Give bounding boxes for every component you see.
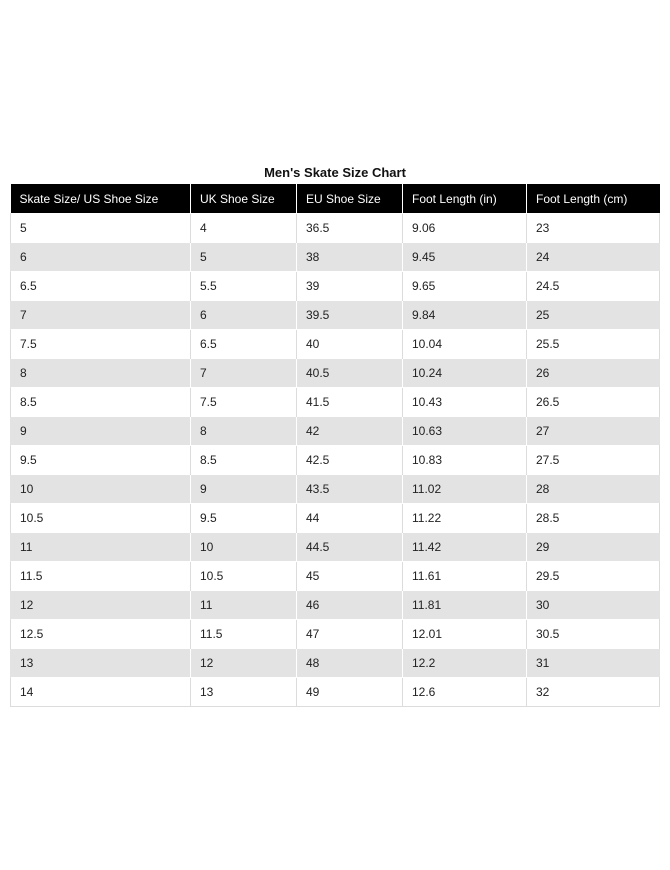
cell-foot-length-cm: 27.5 — [527, 446, 660, 475]
cell-foot-length-in: 11.61 — [403, 562, 527, 591]
table-row — [11, 272, 660, 301]
cell-skate-size: 12.5 — [11, 620, 191, 649]
table-row — [11, 562, 660, 591]
cell-uk-size: 7 — [191, 359, 297, 388]
chart-title: Men's Skate Size Chart — [264, 165, 406, 180]
table-row — [11, 417, 660, 446]
cell-skate-size: 11 — [11, 533, 191, 562]
cell-skate-size: 8 — [11, 359, 191, 388]
cell-eu-size: 39.5 — [297, 301, 403, 330]
cell-skate-size: 12 — [11, 591, 191, 620]
cell-foot-length-cm: 25.5 — [527, 330, 660, 359]
cell-foot-length-cm: 28.5 — [527, 504, 660, 533]
cell-uk-size: 4 — [191, 214, 297, 243]
cell-foot-length-in: 10.04 — [403, 330, 527, 359]
cell-skate-size: 10.5 — [11, 504, 191, 533]
cell-uk-size: 10 — [191, 533, 297, 562]
table-row — [11, 388, 660, 417]
table-row — [11, 359, 660, 388]
cell-eu-size: 40 — [297, 330, 403, 359]
cell-eu-size: 44.5 — [297, 533, 403, 562]
cell-uk-size: 7.5 — [191, 388, 297, 417]
cell-foot-length-in: 10.24 — [403, 359, 527, 388]
column-header-eu-size: EU Shoe Size — [297, 184, 403, 214]
table-row — [11, 504, 660, 533]
column-header-foot-length-in: Foot Length (in) — [403, 184, 527, 214]
cell-skate-size: 8.5 — [11, 388, 191, 417]
cell-foot-length-in: 9.84 — [403, 301, 527, 330]
cell-uk-size: 10.5 — [191, 562, 297, 591]
cell-foot-length-in: 10.43 — [403, 388, 527, 417]
cell-skate-size: 14 — [11, 678, 191, 707]
column-header-uk-size: UK Shoe Size — [191, 184, 297, 214]
cell-foot-length-in: 11.81 — [403, 591, 527, 620]
table-row — [11, 678, 660, 707]
table-row — [11, 649, 660, 678]
cell-foot-length-in: 11.02 — [403, 475, 527, 504]
table-row — [11, 446, 660, 475]
cell-foot-length-cm: 24.5 — [527, 272, 660, 301]
cell-uk-size: 6 — [191, 301, 297, 330]
cell-foot-length-cm: 31 — [527, 649, 660, 678]
cell-eu-size: 39 — [297, 272, 403, 301]
cell-uk-size: 8.5 — [191, 446, 297, 475]
cell-eu-size: 46 — [297, 591, 403, 620]
cell-uk-size: 6.5 — [191, 330, 297, 359]
cell-foot-length-cm: 30 — [527, 591, 660, 620]
table-row — [11, 330, 660, 359]
cell-eu-size: 47 — [297, 620, 403, 649]
cell-eu-size: 38 — [297, 243, 403, 272]
cell-foot-length-cm: 27 — [527, 417, 660, 446]
cell-foot-length-cm: 25 — [527, 301, 660, 330]
cell-eu-size: 36.5 — [297, 214, 403, 243]
table-row — [11, 591, 660, 620]
table-header-row — [11, 184, 660, 214]
cell-foot-length-cm: 26.5 — [527, 388, 660, 417]
cell-foot-length-in: 9.06 — [403, 214, 527, 243]
cell-skate-size: 9 — [11, 417, 191, 446]
cell-foot-length-cm: 28 — [527, 475, 660, 504]
cell-eu-size: 41.5 — [297, 388, 403, 417]
cell-foot-length-in: 11.42 — [403, 533, 527, 562]
cell-foot-length-in: 11.22 — [403, 504, 527, 533]
cell-foot-length-cm: 29.5 — [527, 562, 660, 591]
cell-uk-size: 9 — [191, 475, 297, 504]
cell-foot-length-in: 12.01 — [403, 620, 527, 649]
table-body — [11, 214, 660, 707]
cell-foot-length-in: 10.83 — [403, 446, 527, 475]
cell-foot-length-cm: 30.5 — [527, 620, 660, 649]
column-header-skate-size: Skate Size/ US Shoe Size — [11, 184, 191, 214]
cell-eu-size: 44 — [297, 504, 403, 533]
cell-eu-size: 48 — [297, 649, 403, 678]
cell-skate-size: 9.5 — [11, 446, 191, 475]
cell-uk-size: 11 — [191, 591, 297, 620]
cell-eu-size: 45 — [297, 562, 403, 591]
size-chart-table — [10, 184, 660, 707]
cell-skate-size: 6 — [11, 243, 191, 272]
cell-eu-size: 42.5 — [297, 446, 403, 475]
cell-foot-length-in: 9.45 — [403, 243, 527, 272]
cell-foot-length-cm: 24 — [527, 243, 660, 272]
cell-foot-length-in: 9.65 — [403, 272, 527, 301]
cell-eu-size: 49 — [297, 678, 403, 707]
cell-skate-size: 7.5 — [11, 330, 191, 359]
cell-foot-length-in: 10.63 — [403, 417, 527, 446]
cell-eu-size: 40.5 — [297, 359, 403, 388]
cell-eu-size: 42 — [297, 417, 403, 446]
cell-uk-size: 9.5 — [191, 504, 297, 533]
table-row — [11, 620, 660, 649]
cell-skate-size: 11.5 — [11, 562, 191, 591]
cell-uk-size: 5 — [191, 243, 297, 272]
cell-foot-length-cm: 23 — [527, 214, 660, 243]
table-row — [11, 243, 660, 272]
table-row — [11, 301, 660, 330]
cell-foot-length-cm: 32 — [527, 678, 660, 707]
cell-skate-size: 7 — [11, 301, 191, 330]
cell-uk-size: 11.5 — [191, 620, 297, 649]
cell-eu-size: 43.5 — [297, 475, 403, 504]
table-row — [11, 475, 660, 504]
cell-uk-size: 13 — [191, 678, 297, 707]
cell-uk-size: 5.5 — [191, 272, 297, 301]
cell-skate-size: 10 — [11, 475, 191, 504]
cell-foot-length-in: 12.6 — [403, 678, 527, 707]
cell-foot-length-cm: 29 — [527, 533, 660, 562]
column-header-foot-length-cm: Foot Length (cm) — [527, 184, 660, 214]
cell-uk-size: 8 — [191, 417, 297, 446]
cell-foot-length-in: 12.2 — [403, 649, 527, 678]
cell-skate-size: 5 — [11, 214, 191, 243]
cell-uk-size: 12 — [191, 649, 297, 678]
cell-foot-length-cm: 26 — [527, 359, 660, 388]
table-row — [11, 533, 660, 562]
cell-skate-size: 6.5 — [11, 272, 191, 301]
cell-skate-size: 13 — [11, 649, 191, 678]
table-row — [11, 214, 660, 243]
